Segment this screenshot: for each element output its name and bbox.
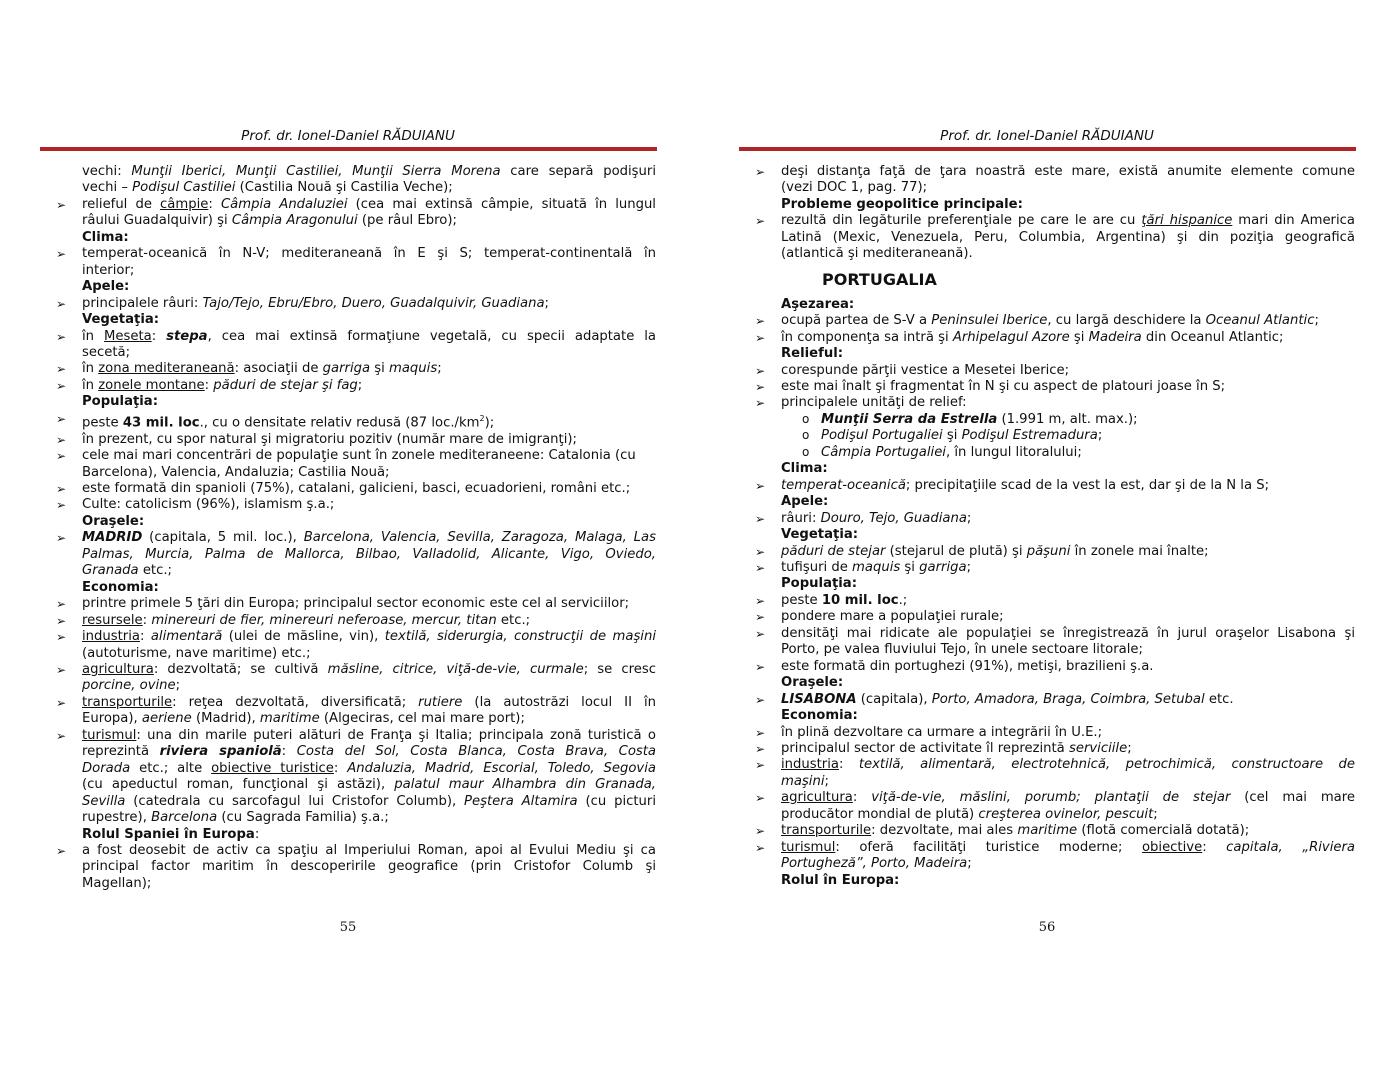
header-rule — [739, 147, 1356, 151]
section-heading: Oraşele: — [82, 513, 145, 529]
text-line: (atlantică şi mediteraneană). — [781, 246, 973, 262]
bullet-item: ➢ turismul: una din marile puteri alături de Franţa şi Italia; principala zonă turistică o — [40, 728, 656, 744]
section-heading: Rolul în Europa: — [781, 872, 900, 888]
bullet-item: ➢ este mai înalt şi fragmentat în N şi cu aspect de platouri joase în S; — [739, 379, 1355, 395]
bullet-item: ➢ industria: textilă, alimentară, electrotehnică, petrochimică, constructoare de — [739, 757, 1355, 773]
country-title: PORTUGALIA — [822, 269, 937, 289]
text-line: Dorada etc.; alte obiective turistice: Andaluzia, Madrid, Escorial, Toledo, Segovia — [82, 760, 656, 776]
section-heading: Apele: — [82, 279, 130, 295]
section-heading: Clima: — [781, 461, 828, 477]
bullet-item: ➢ în zona mediteraneană: asociaţii de garriga şi maquis; — [40, 361, 656, 377]
section-heading: Economia: — [82, 579, 159, 595]
section-heading: Apele: — [781, 494, 829, 510]
bullet-item: ➢ turismul: oferă facilităţi turistice moderne; obiective: capitala, „Riviera — [739, 840, 1355, 856]
text-line: vechi: Munţii Iberici, Munţii Castiliei, Munţii Sierra Morena care separă podişuri — [82, 164, 656, 179]
section-heading: Vegetaţia: — [82, 312, 160, 328]
section-heading: Aşezarea: — [781, 296, 855, 312]
bullet-item: ➢ MADRID (capitala, 5 mil. loc.), Barcelona, Valencia, Sevilla, Zaragoza, Malaga, Las — [40, 530, 656, 546]
bullet-item: ➢ ocupă partea de S-V a Peninsulei Iberice, cu largă deschidere la Oceanul Atlantic; — [739, 313, 1355, 329]
text-line: Portugheză”, Porto, Madeira; — [781, 856, 972, 872]
bullet-item: ➢ printre primele 5 ţări din Europa; principalul sector economic este cel al serviciilor; — [40, 596, 656, 612]
bullet-item: ➢ râuri: Douro, Tejo, Guadiana; — [739, 511, 1355, 527]
bullet-item: ➢ în zonele montane: păduri de stejar şi fag; — [40, 378, 656, 394]
text-line: secetă; — [82, 344, 131, 360]
page-header-author: Prof. dr. Ionel-Daniel RĂDUIANU — [241, 128, 455, 144]
bullet-item: ➢ transporturile: dezvoltate, mai ales maritime (flotă comercială dotată); — [739, 823, 1355, 839]
bullet-item: ➢ în componenţa sa intră şi Arhipelagul Azore şi Madeira din Oceanul Atlantic; — [739, 330, 1355, 346]
bullet-item: ➢ este formată din portughezi (91%), metişi, brazilieni ş.a. — [739, 659, 1355, 675]
bullet-item: ➢ principalele râuri: Tajo/Tejo, Ebru/Ebro, Duero, Guadalquivir, Guadiana; — [40, 296, 656, 312]
bullet-item: ➢ în Meseta: stepa, cea mai extinsă formaţiune vegetală, cu specii adaptate la — [40, 329, 656, 345]
text-line: Granada etc.; — [82, 563, 172, 579]
bullet-item: ➢ a fost deosebit de activ ca spaţiu al Imperiului Roman, apoi al Evului Mediu şi ca — [40, 843, 656, 859]
text-line: (cu apeductul roman, funcţional şi astăzi), palatul maur Alhambra din Granada, — [82, 777, 656, 793]
right-page-body — [739, 164, 1355, 889]
bullet-item: ➢ rezultă din legăturile preferenţiale pe care le are cu ţări hispanice mari din America — [739, 213, 1355, 229]
section-heading: Oraşele: — [781, 675, 844, 691]
section-heading: Economia: — [781, 708, 858, 724]
section-heading: Vegetaţia: — [781, 527, 859, 543]
page-number: 55 — [339, 920, 357, 935]
text-line: Europa), aeriene (Madrid), maritime (Algeciras, cel mai mare port); — [82, 711, 525, 727]
header-rule — [40, 147, 657, 151]
page-header-author: Prof. dr. Ionel-Daniel RĂDUIANU — [940, 128, 1154, 144]
text-line: producător mondial de plută) creşterea ovinelor, pescuit; — [781, 806, 1158, 822]
text-line: Barcelona), Valencia, Andaluzia; Castilia Nouă; — [82, 464, 390, 480]
bullet-item: ➢ peste 10 mil. loc.; — [739, 593, 1355, 609]
bullet-item: ➢ principalele unităţi de relief: — [739, 395, 1355, 411]
sub-bullet-item: o Podişul Portugaliei şi Podişul Estremadura; — [739, 428, 1355, 444]
sub-bullet-item: o Câmpia Portugaliei, în lungul litoralului; — [739, 445, 1355, 461]
bullet-item: ➢ în prezent, cu spor natural şi migratoriu pozitiv (număr mare de imigranţi); — [40, 432, 656, 448]
sub-bullet-item: o Munţii Serra da Estrella (1.991 m, alt. max.); — [739, 412, 1355, 428]
bullet-item: ➢ transporturile: reţea dezvoltată, diversificată; rutiere (la autostrăzi locul II în — [40, 695, 656, 711]
bullet-item: ➢ agricultura: viţă-de-vie, măslini, porumb; plantaţii de stejar (cel mai mare — [739, 790, 1355, 806]
bullet-item: ➢ tufişuri de maquis şi garriga; — [739, 560, 1355, 576]
text-line: maşini; — [781, 773, 829, 789]
bullet-item: ➢ densităţi mai ridicate ale populaţiei se înregistrează în jurul oraşelor Lisabona şi — [739, 626, 1355, 642]
text-line: Latină (Mexic, Venezuela, Peru, Columbia, Argentina) şi din poziţia geografică — [781, 229, 1355, 245]
text-line: principal factor maritim în descoperirile geografice (prin Cristofor Columb şi — [82, 859, 656, 875]
section-heading: Populaţia: — [82, 394, 158, 410]
page-number: 56 — [1038, 920, 1056, 935]
bullet-item: ➢ industria: alimentară (ulei de măsline, vin), textilă, siderurgia, construcţii de maşini — [40, 629, 656, 645]
bullet-item: ➢ temperat-oceanică în N-V; mediteraneană în E şi S; temperat-continentală în — [40, 246, 656, 262]
text-line: (vezi DOC 1, pag. 77); — [781, 180, 928, 196]
bullet-item: ➢ păduri de stejar (stejarul de plută) şi păşuni în zonele mai înalte; — [739, 544, 1355, 560]
section-heading: Populaţia: — [781, 576, 857, 592]
text-line: râului Guadalquivir) şi Câmpia Aragonului (pe râul Ebro); — [82, 213, 457, 229]
text-line: rupestre), Barcelona (cu Sagrada Familia) ş.a.; — [82, 810, 389, 826]
bullet-item: ➢ principalul sector de activitate îl reprezintă serviciile; — [739, 741, 1355, 757]
bullet-item: ➢ deşi distanţa faţă de ţara noastră este mare, există anumite elemente comune — [739, 164, 1355, 180]
bullet-item: ➢ peste 43 mil. loc., cu o densitate relativ redusă (87 $loc./km^2$); — [40, 411, 656, 432]
text-line: Palmas, Murcia, Palma de Mallorca, Bilbao, Valladolid, Alicante, Vigo, Oviedo, — [82, 546, 656, 562]
bullet-item: ➢ corespunde părţii vestice a Mesetei Iberice; — [739, 363, 1355, 379]
text-line: reprezintă riviera spaniolă: Costa del Sol, Costa Blanca, Costa Brava, Costa — [82, 744, 657, 760]
text-line: vechi – Podişul Castiliei (Castilia Nouă şi Castilia Veche); — [82, 180, 453, 196]
left-page-body — [40, 164, 656, 892]
section-heading: Relieful: — [781, 346, 844, 362]
section-heading: Probleme geopolitice principale: — [781, 196, 1023, 212]
text-line: porcine, ovine; — [82, 678, 181, 694]
bullet-item: ➢ Culte: catolicism (96%), islamism ş.a.; — [40, 497, 656, 513]
bullet-item: ➢ resursele: minereuri de fier, minereuri neferoase, mercur, titan etc.; — [40, 613, 656, 629]
bullet-item: ➢ este formată din spanioli (75%), catalani, galicieni, basci, ecuadorieni, români etc.; — [40, 481, 656, 497]
bullet-item: ➢ cele mai mari concentrări de populaţie sunt în zonele mediteraneene: Catalonia (cu — [40, 448, 656, 464]
bullet-item: ➢ temperat-oceanică; precipitaţiile scad de la vest la est, dar şi de la N la S; — [739, 478, 1355, 494]
bullet-item: ➢ agricultura: dezvoltată; se cultivă măsline, citrice, viţă-de-vie, curmale; se cresc — [40, 662, 656, 678]
text-line: Sevilla (catedrala cu sarcofagul lui Cristofor Columb), Peştera Altamira (cu picturi — [82, 793, 656, 809]
bullet-item: ➢ pondere mare a populaţiei rurale; — [739, 609, 1355, 625]
text-line: Porto, pe valea fluviului Tejo, în unele sectoare litorale; — [781, 642, 1143, 658]
bullet-item: ➢ în plină dezvoltare ca urmare a integrării în U.E.; — [739, 725, 1355, 741]
section-heading: Clima: — [82, 229, 129, 245]
text-line: (autoturisme, nave maritime) etc.; — [82, 645, 311, 661]
text-line: Magellan); — [82, 875, 152, 891]
section-heading: Rolul Spaniei în Europa: — [82, 826, 260, 842]
bullet-item: ➢ relieful de câmpie: Câmpia Andaluziei (cea mai extinsă câmpie, situată în lungul — [40, 197, 656, 213]
bullet-item: ➢ LISABONA (capitala), Porto, Amadora, Braga, Coimbra, Setubal etc. — [739, 692, 1355, 708]
text-line: interior; — [82, 262, 135, 278]
